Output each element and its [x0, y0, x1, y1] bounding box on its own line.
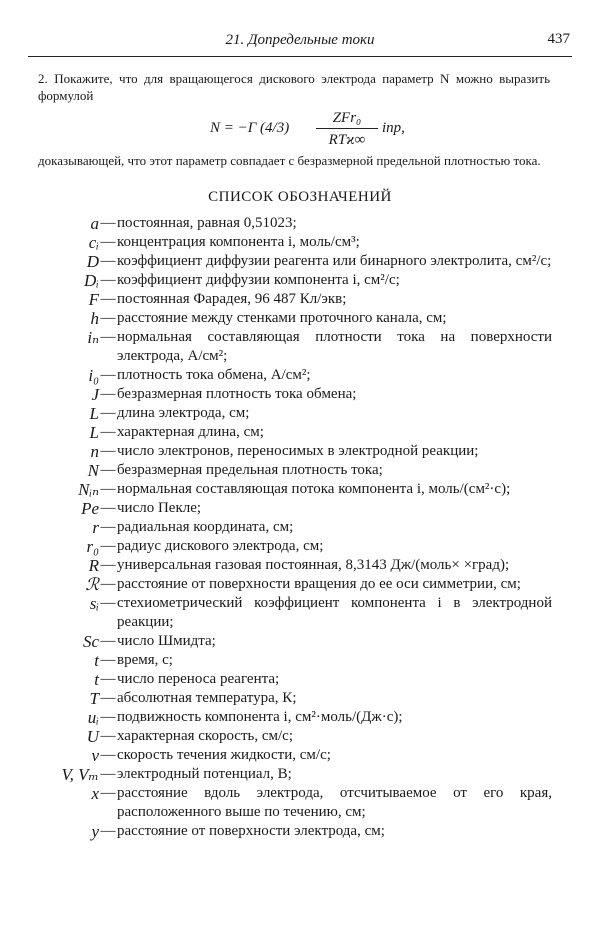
notation-entry — [0, 594, 600, 632]
notation-definition: концентрация компонента i, моль/см³; — [117, 234, 360, 250]
notation-entry — [0, 404, 600, 423]
em-dash: — — [100, 386, 116, 402]
notation-symbol: Pe — [81, 499, 99, 518]
notation-definition: безразмерная предельная плотность тока; — [117, 462, 383, 478]
formula-numerator: ZFr₀ — [316, 108, 378, 129]
notation-entry — [0, 632, 600, 651]
notation-entry — [0, 214, 600, 233]
notation-entry — [0, 765, 600, 784]
notation-symbol: i₀ — [88, 366, 99, 385]
notation-definition: постоянная, равная 0,51023; — [117, 215, 297, 231]
em-dash: — — [100, 234, 116, 250]
em-dash: — — [100, 671, 116, 687]
notation-symbol: Nᵢₙ — [78, 480, 99, 499]
notation-definition: радиус дискового электрода, см; — [117, 538, 324, 554]
notation-definition: универсальная газовая постоянная, 8,3143 Дж/(моль× ×град); — [117, 557, 510, 573]
notation-definition: коэффициент диффузии реагента или бинарного электролита, см²/с; — [117, 253, 552, 269]
em-dash: — — [100, 367, 116, 383]
notation-symbol: T — [89, 689, 99, 708]
notation-symbol: D — [86, 252, 99, 271]
notation-symbol: F — [88, 290, 99, 309]
notation-entry — [0, 385, 600, 404]
em-dash: — — [100, 652, 116, 668]
notation-definition: расстояние от поверхности электрода, см; — [117, 823, 385, 839]
em-dash: — — [100, 557, 116, 573]
notation-symbol: Dᵢ — [84, 271, 99, 290]
notation-symbol: v — [91, 746, 99, 765]
em-dash: — — [100, 405, 116, 421]
em-dash: — — [100, 310, 116, 326]
notation-symbol: cᵢ — [88, 233, 99, 252]
notation-entry — [0, 708, 600, 727]
notation-symbol: x — [91, 784, 99, 803]
em-dash: — — [100, 215, 116, 231]
notation-entry — [0, 461, 600, 480]
notation-definition: время, с; — [117, 652, 173, 668]
em-dash: — — [100, 272, 116, 288]
notation-definition: характерная длина, см; — [117, 424, 264, 440]
notation-definition: безразмерная плотность тока обмена; — [117, 386, 357, 402]
notation-symbol: y — [91, 822, 99, 841]
notation-symbol: ℛ — [85, 575, 99, 594]
em-dash: — — [100, 538, 116, 554]
notation-entry — [0, 499, 600, 518]
em-dash: — — [100, 785, 116, 801]
notation-symbol: L — [89, 404, 99, 423]
notation-symbol: Sc — [82, 632, 99, 651]
notation-entry — [0, 822, 600, 841]
notation-entry — [0, 746, 600, 765]
section-title: СПИСОК ОБОЗНАЧЕНИЙ — [208, 189, 392, 205]
em-dash: — — [100, 595, 116, 611]
notation-entry — [0, 423, 600, 442]
notation-symbol: t — [94, 670, 99, 689]
em-dash: — — [100, 329, 116, 345]
notation-symbol: R — [88, 556, 99, 575]
notation-definition: электродный потенциал, В; — [117, 766, 292, 782]
notation-definition: число Пекле; — [117, 500, 202, 516]
notation-definition: расстояние от поверхности вращения до ее оси симметрии, см; — [117, 576, 521, 592]
notation-definition: расстояние вдоль электрода, отсчитываемое от его края, расположенного выше по течению, см; — [117, 785, 552, 820]
notation-symbol: sᵢ — [89, 594, 99, 613]
notation-definition: плотность тока обмена, А/см²; — [117, 367, 311, 383]
formula-lhs: N = −Γ (4/3) — [210, 120, 290, 136]
notation-entry — [0, 290, 600, 309]
notation-symbol: U — [86, 727, 99, 746]
em-dash: — — [100, 253, 116, 269]
em-dash: — — [100, 481, 116, 497]
notation-entry — [0, 233, 600, 252]
em-dash: — — [100, 728, 116, 744]
page-number: 437 — [547, 31, 570, 47]
em-dash: — — [100, 291, 116, 307]
em-dash: — — [100, 576, 116, 592]
notation-definition: нормальная составляющая потока компонента i, моль/(см²·с); — [117, 481, 511, 497]
notation-definition: нормальная составляющая плотности тока на поверхности электрода, А/см²; — [117, 329, 552, 364]
notation-definition: скорость течения жидкости, см/с; — [117, 747, 331, 763]
notation-entry — [0, 537, 600, 556]
notation-entry — [0, 670, 600, 689]
em-dash: — — [100, 519, 116, 535]
em-dash: — — [100, 747, 116, 763]
em-dash: — — [100, 709, 116, 725]
notation-entry — [0, 366, 600, 385]
notation-entry — [0, 689, 600, 708]
notation-entry — [0, 556, 600, 575]
exercise-paragraph — [38, 70, 550, 104]
notation-symbol: h — [90, 309, 99, 328]
notation-symbol: J — [91, 385, 99, 404]
em-dash: — — [100, 690, 116, 706]
formula — [210, 108, 470, 152]
notation-definition: стехиометрический коэффициент компонента i в электродной реакции; — [117, 595, 552, 630]
notation-symbol: t — [94, 651, 99, 670]
em-dash: — — [100, 766, 116, 782]
notation-definition: число электронов, переносимых в электродной реакции; — [117, 443, 479, 459]
em-dash: — — [100, 633, 116, 649]
notation-symbol: a — [90, 214, 99, 233]
notation-definition: число переноса реагента; — [117, 671, 280, 687]
notation-entry — [0, 784, 600, 822]
notation-definition: длина электрода, см; — [117, 405, 250, 421]
notation-entry — [0, 309, 600, 328]
notation-definition: число Шмидта; — [117, 633, 216, 649]
em-dash: — — [100, 462, 116, 478]
notation-symbol: uᵢ — [87, 708, 99, 727]
em-dash: — — [100, 424, 116, 440]
notation-entry — [0, 328, 600, 366]
notation-definition: абсолютная температура, К; — [117, 690, 297, 706]
exercise-text: 2. Покажите, что для вращающегося дискового электрода параметр N можно выразить формулой — [38, 71, 550, 103]
em-dash: — — [100, 823, 116, 839]
notation-definition: коэффициент диффузии компонента i, см²/с; — [117, 272, 400, 288]
notation-symbol: iₙ — [87, 328, 99, 347]
notation-symbol: L — [89, 423, 99, 442]
notation-entry — [0, 651, 600, 670]
notation-entry — [0, 252, 600, 271]
notation-list — [0, 214, 600, 841]
notation-definition: характерная скорость, см/с; — [117, 728, 294, 744]
exercise-conclusion: доказывающей, что этот параметр совпадает с безразмерной предельной плотностью тока. — [38, 153, 541, 168]
formula-denominator: RTϰ∞ — [328, 132, 366, 148]
notation-symbol: r₀ — [86, 537, 99, 556]
notation-entry — [0, 575, 600, 594]
em-dash: — — [100, 500, 116, 516]
formula-rhs: iпр, — [382, 120, 405, 136]
notation-symbol: n — [90, 442, 99, 461]
em-dash: — — [100, 443, 116, 459]
notation-entry — [0, 480, 600, 499]
running-title: 21. Допредельные токи — [225, 32, 375, 48]
notation-entry — [0, 518, 600, 537]
formula-fraction — [316, 108, 378, 151]
notation-entry — [0, 271, 600, 290]
notation-symbol: V, Vₘ — [61, 765, 99, 784]
notation-definition: расстояние между стенками проточного канала, см; — [117, 310, 447, 326]
notation-definition: постоянная Фарадея, 96 487 Кл/экв; — [117, 291, 347, 307]
notation-symbol: N — [87, 461, 99, 480]
notation-entry — [0, 727, 600, 746]
notation-definition: радиальная координата, см; — [117, 519, 294, 535]
notation-symbol: r — [92, 518, 99, 537]
notation-definition: подвижность компонента i, см²·моль/(Дж·с); — [117, 709, 403, 725]
notation-entry — [0, 442, 600, 461]
page-header — [28, 28, 572, 57]
